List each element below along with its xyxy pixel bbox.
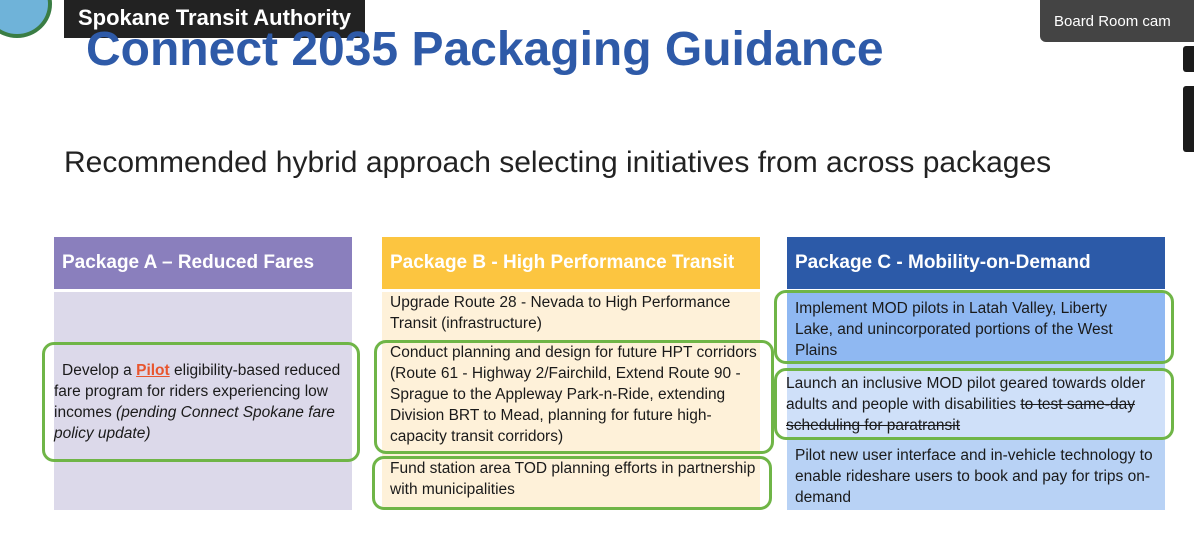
highlight-ring-c2 [774, 368, 1174, 440]
pilot-word: Pilot [136, 362, 170, 379]
package-c-heading: Package C - Mobility-on-Demand [787, 237, 1165, 289]
package-b-item-2: Conduct planning and design for future HPT corridors (Route 61 - Highway 2/Fairchild, Extend Route 90 - Sprague to the Appleway Park-n-Ride, extending Division BRT to Mead, planning for future high-capacity transit corridors) [390, 344, 757, 445]
item-text: Launch an inclusive MOD pilot geared towards older adults and people with disabilities [786, 375, 1146, 413]
side-panel-handle[interactable] [1183, 86, 1194, 152]
package-b-heading: Package B - High Performance Transit [382, 237, 760, 289]
struck-text: to test same-day scheduling for paratransit [786, 396, 1135, 434]
camera-label: Board Room cam [1040, 0, 1194, 42]
package-a-heading: Package A – Reduced Fares [54, 237, 352, 289]
item-text-note: (pending Connect Spokane fare policy update) [54, 404, 335, 442]
item-text-rest: eligibility-based reduced fare program for riders experiencing low incomes [54, 362, 341, 421]
package-c-item-1: Implement MOD pilots in Latah Valley, Liberty Lake, and unincorporated portions of the West Plains [795, 300, 1113, 359]
slide-subtitle: Recommended hybrid approach selecting initiatives from across packages [64, 146, 1052, 179]
item-text-prefix: Develop a [62, 362, 137, 379]
highlight-ring-b2 [374, 340, 774, 454]
highlight-ring-c1 [774, 290, 1174, 364]
slide-title: Connect 2035 Packaging Guidance [86, 23, 884, 76]
highlight-ring-b3 [372, 456, 772, 510]
package-c-item-3: Pilot new user interface and in-vehicle technology to enable rideshare users to book and pay for trips on-demand [795, 447, 1153, 506]
participant-name-tag: Spokane Transit Authority [64, 0, 365, 38]
package-b-item-1: Upgrade Route 28 - Nevada to High Performance Transit (infrastructure) [390, 294, 731, 332]
package-b-item-3: Fund station area TOD planning efforts in partnership with municipalities [390, 460, 756, 498]
side-toolbar-handle[interactable] [1183, 46, 1194, 72]
sta-logo [0, 0, 52, 38]
highlight-ring-a [42, 342, 360, 462]
